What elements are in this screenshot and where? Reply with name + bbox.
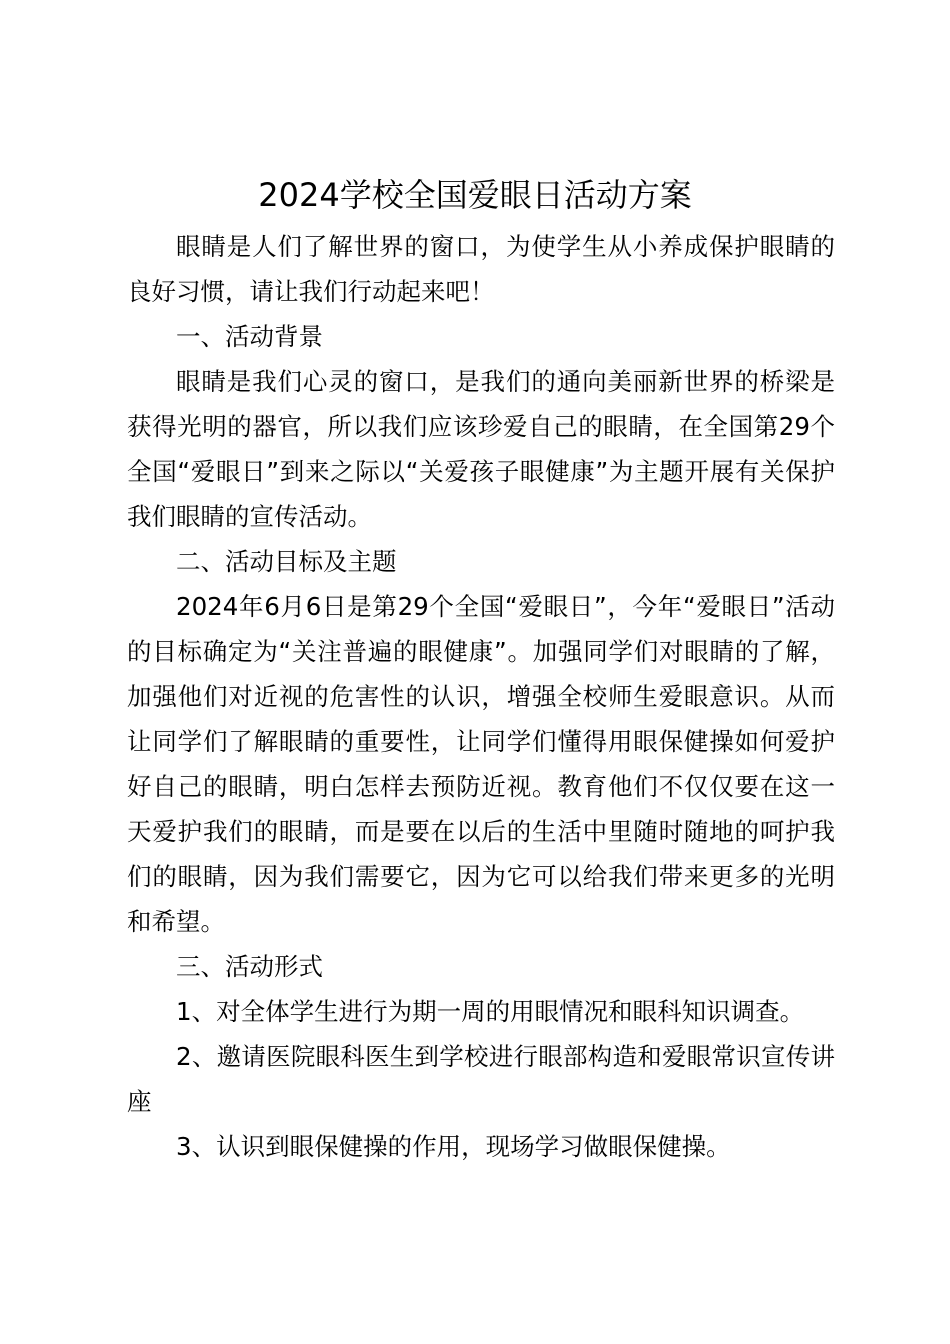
section-heading-goals: 二、活动目标及主题: [176, 547, 397, 576]
document-title: 2024学校全国爱眼日活动方案: [258, 176, 692, 214]
section-heading-background: 一、活动背景: [176, 322, 323, 351]
goals-paragraph: 2024年6月6日是第29个全国“爱眼日”，今年“爱眼日”活动的目标确定为“关注普遍的眼健康”。加强同学们对眼睛的了解，加强他们对近视的危害性的认识，增强全校师生爱眼意识。从而让同学们了解眼睛的重要性，让同学们懂得用眼保健操如何爱护好自己的眼睛，明白怎样去预防近视。教育他们不仅仅要在这一天爱护我们的眼睛，而是要在以后的生活中里随时随地的呵护我们的眼睛，因为我们需要它，因为它可以给我们带来更多的光明和希望。: [127, 592, 835, 936]
form-item-2: 2、邀请医院眼科医生到学校进行眼部构造和爱眼常识宣传讲座: [127, 1042, 835, 1116]
form-item-1: 1、对全体学生进行为期一周的用眼情况和眼科知识调查。: [176, 997, 805, 1026]
section-heading-forms: 三、活动形式: [176, 952, 323, 981]
document-body: [127, 224, 835, 1169]
form-item-3: 3、认识到眼保健操的作用，现场学习做眼保健操。: [176, 1132, 731, 1161]
background-paragraph: 眼睛是我们心灵的窗口，是我们的通向美丽新世界的桥梁是获得光明的器官，所以我们应该珍爱自己的眼睛，在全国第29个全国“爱眼日”到来之际以“关爱孩子眼健康”为主题开展有关保护我们眼睛的宣传活动。: [127, 367, 835, 531]
intro-paragraph: 眼睛是人们了解世界的窗口，为使学生从小养成保护眼睛的良好习惯，请让我们行动起来吧！: [127, 232, 835, 306]
